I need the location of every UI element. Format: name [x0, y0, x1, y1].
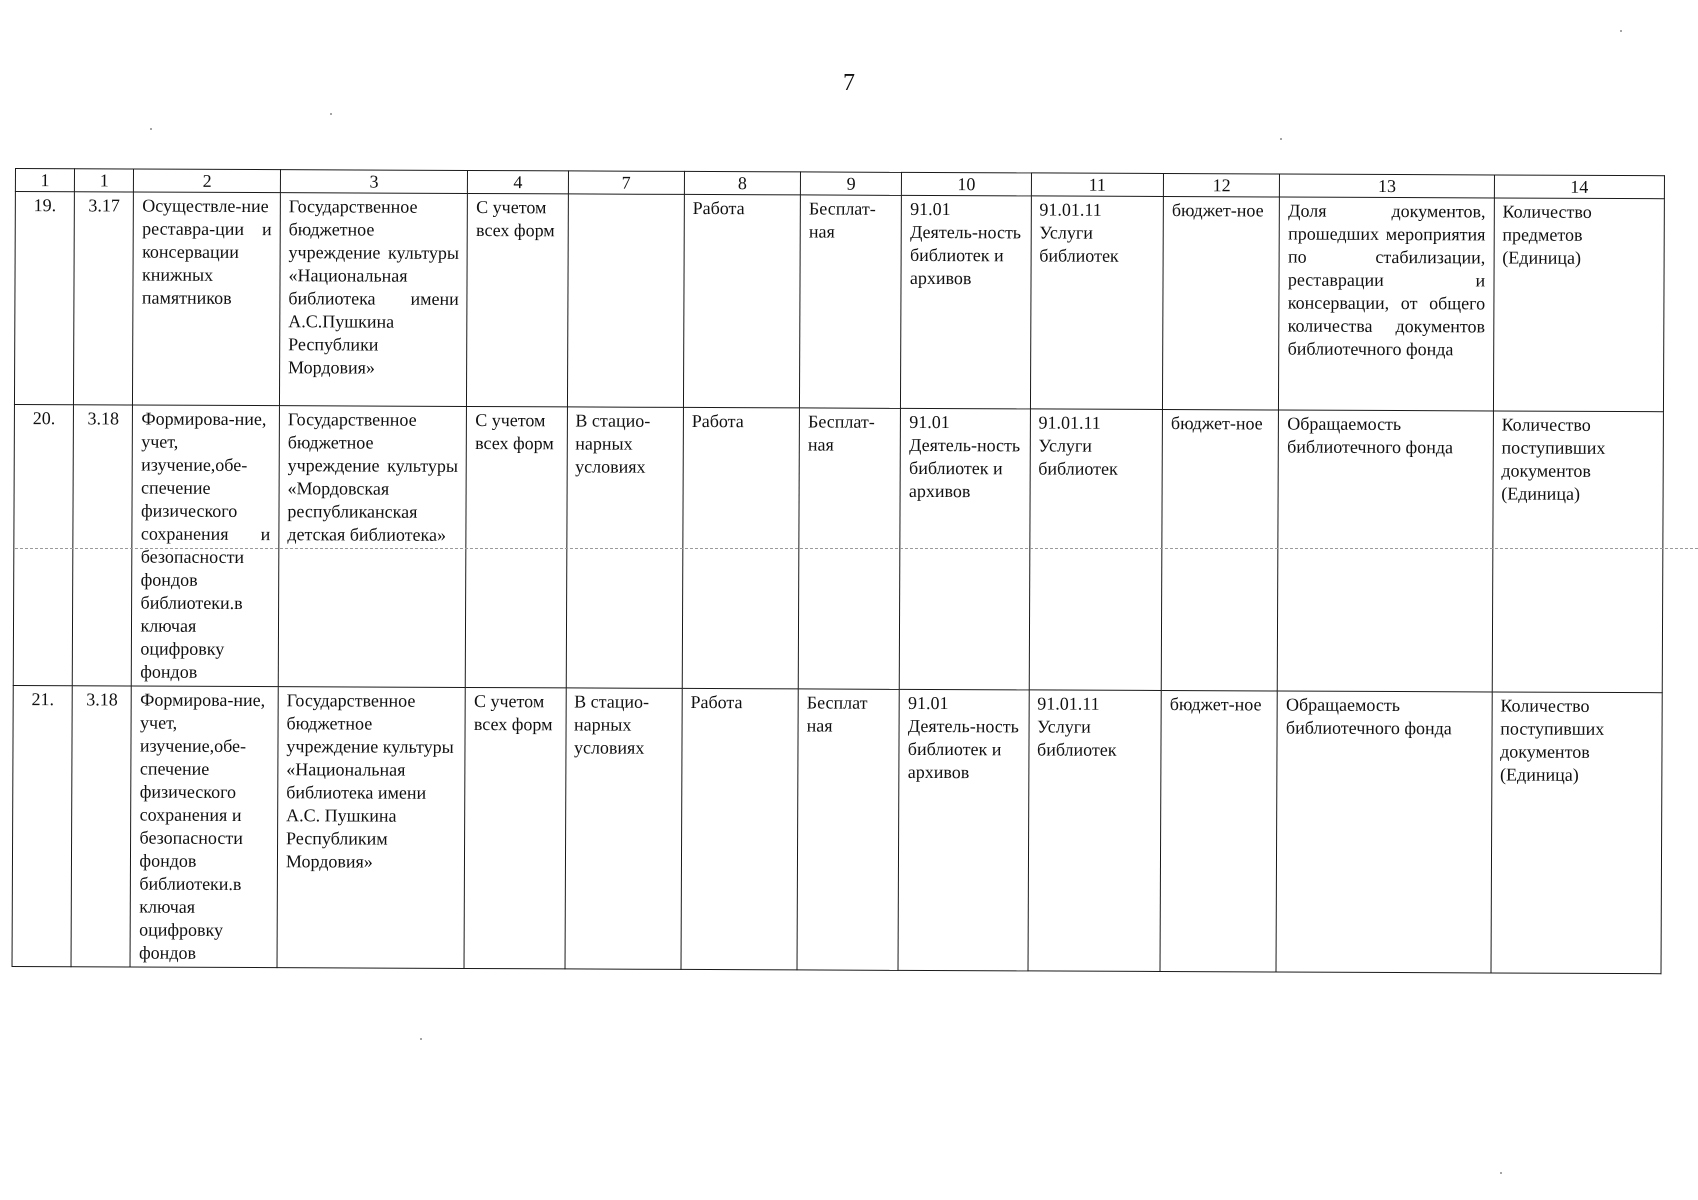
column-header: 12: [1163, 174, 1279, 198]
page-number: 7: [843, 70, 855, 96]
scan-speck: [150, 128, 152, 130]
okpd-code: 91.01.11 Услуги библиотек: [1028, 690, 1162, 972]
service-type: Работа: [682, 407, 800, 689]
scan-speck: [1620, 30, 1622, 32]
service-form: С учетом всех форм: [467, 193, 568, 406]
okved-code: 91.01 Деятель-ность библиотек и архивов: [900, 408, 1030, 690]
column-header: 4: [468, 170, 568, 193]
service-name: Осуществле-ние реставра-ции и консервации книжных памятников: [133, 192, 280, 406]
service-conditions: В стацио-нарных условиях: [565, 688, 683, 970]
payment-type: Бесплат ная: [797, 689, 899, 970]
service-conditions: [567, 194, 684, 408]
okpd-code: 91.01.11 Услуги библиотек: [1030, 196, 1163, 410]
budget-type: бюджет-ное: [1160, 691, 1278, 973]
table-row: [14, 192, 1664, 412]
column-header: 1: [15, 169, 74, 192]
budget-type: бюджет-ное: [1161, 410, 1279, 692]
services-table: [12, 168, 1665, 974]
service-code: 3.18: [71, 686, 131, 967]
column-header: 3: [280, 170, 468, 194]
column-header: 7: [568, 171, 684, 195]
payment-type: Бесплат-ная: [798, 408, 900, 689]
row-number: 21.: [12, 685, 72, 966]
service-type: Работа: [681, 688, 799, 970]
quality-indicator: Доля документов, прошедших мероприятия по стабилизации, реставрации и консервации, от общего количества документов библиотечного фонда: [1279, 197, 1494, 411]
scan-speck: [420, 1038, 422, 1040]
institution-name: Государственное бюджетное учреждение культуры «Национальная библиотека имени А.С. Пушкина Республиким Мордовия»: [277, 687, 466, 969]
column-header: 2: [134, 169, 281, 193]
row-number: 19.: [14, 192, 74, 405]
institution-name: Государственное бюджетное учреждение культуры «Мордовская республиканская детская библиотека»: [278, 406, 467, 688]
service-form: С учетом всех форм: [466, 406, 567, 687]
budget-type: бюджет-ное: [1163, 197, 1280, 411]
scan-artifact-line: [15, 548, 1698, 549]
column-header: 13: [1280, 174, 1494, 198]
column-header: 9: [801, 172, 902, 195]
okved-code: 91.01 Деятель-ность библиотек и архивов: [898, 689, 1028, 971]
column-header: 14: [1494, 175, 1664, 199]
service-type: Работа: [683, 194, 800, 408]
okved-code: 91.01 Деятель-ность библиотек и архивов: [901, 195, 1031, 409]
scan-speck: [330, 113, 332, 115]
institution-name: Государственное бюджетное учреждение культуры «Национальная библиотека имени А.С.Пушкина Республики Мордовия»: [279, 193, 467, 407]
volume-indicator: Количество поступивших документов (Единица): [1491, 692, 1663, 974]
service-name: Формирова-ние, учет, изучение,обе-спечение физического сохранения и безопасности фондов библиотеки.в ключая оцифровку фондов: [130, 686, 278, 968]
scan-speck: [1500, 1172, 1502, 1174]
service-conditions: В стацио-нарных условиях: [566, 407, 684, 689]
column-header: 11: [1031, 173, 1164, 197]
service-code: 3.17: [74, 192, 134, 405]
row-number: 20.: [13, 404, 73, 685]
service-code: 3.18: [72, 405, 132, 686]
volume-indicator: Количество поступивших документов (Единица): [1492, 411, 1664, 693]
column-header: 10: [902, 172, 1031, 196]
column-header: 8: [684, 171, 800, 195]
volume-indicator: Количество предметов (Единица): [1493, 198, 1664, 412]
okpd-code: 91.01.11 Услуги библиотек: [1029, 409, 1163, 691]
service-name: Формирова-ние, учет, изучение,обе-спечение физического сохранения и безопасности фондов библиотеки.в ключая оцифровку фондов: [132, 405, 280, 687]
service-form: С учетом всех форм: [464, 687, 565, 968]
scan-speck: [1280, 138, 1282, 140]
quality-indicator: Обращаемость библиотечного фонда: [1278, 410, 1494, 692]
column-header: 1: [75, 169, 134, 192]
table-row: [12, 685, 1662, 973]
quality-indicator: Обращаемость библиотечного фонда: [1276, 691, 1492, 973]
payment-type: Бесплат-ная: [800, 195, 902, 408]
